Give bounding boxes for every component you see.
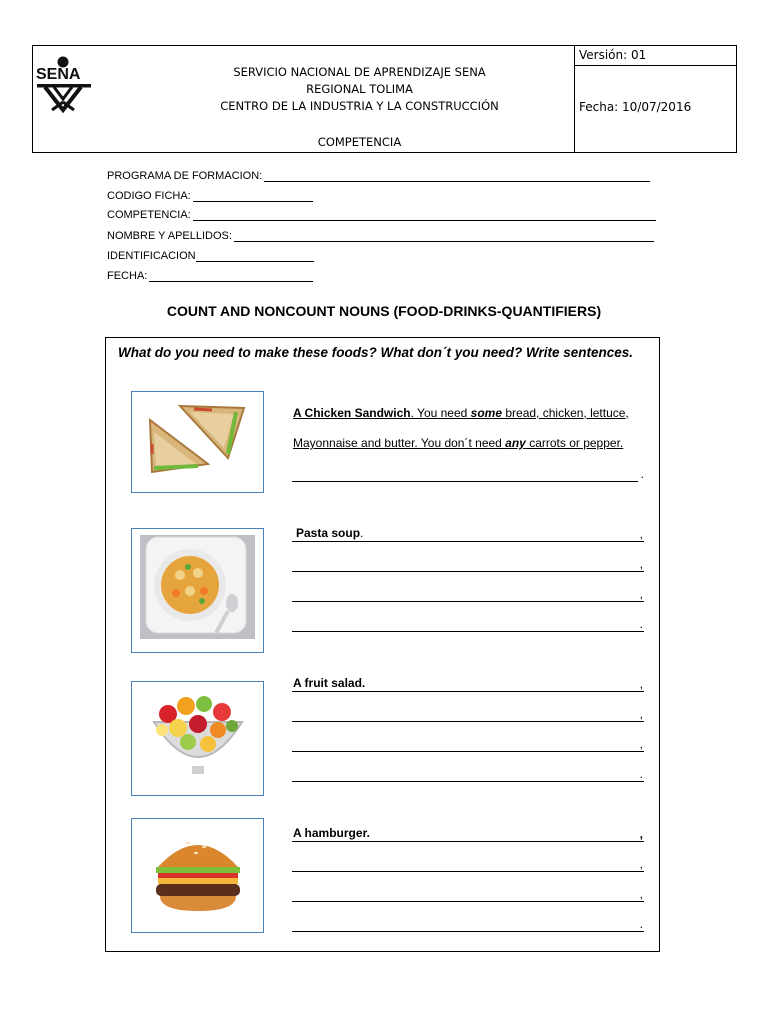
sandwich-line-1: A Chicken Sandwich. You need some bread, chicken, lettuce,: [293, 406, 629, 420]
field-fecha: [107, 270, 313, 282]
field-identificacion: [107, 250, 314, 262]
header-line1: SERVICIO NACIONAL DE APRENDIZAJE SENA: [233, 65, 486, 79]
burger-line-2[interactable]: ,: [292, 856, 644, 872]
field-nombre-label: NOMBRE Y APELLIDOS:: [107, 230, 232, 242]
field-competencia: [107, 209, 656, 221]
field-competencia-line[interactable]: [193, 211, 656, 221]
svg-text:SENA: SENA: [36, 66, 81, 83]
burger-line-3[interactable]: ,: [292, 886, 644, 902]
sena-logo: [33, 46, 145, 152]
soup-line-2[interactable]: ,: [292, 556, 644, 572]
sandwich-image: [131, 391, 264, 493]
sandwich-line-3[interactable]: .: [292, 466, 638, 482]
field-fecha-label: FECHA:: [107, 270, 148, 282]
fruit-line-1[interactable]: A fruit salad. ,: [293, 676, 643, 691]
hamburger-image: [131, 818, 264, 933]
sandwich-icon: [132, 392, 263, 492]
burger-line-4[interactable]: .: [292, 916, 644, 932]
fruit-salad-image: [131, 681, 264, 796]
fruit-name: A fruit salad.: [293, 676, 366, 690]
soup-line-4[interactable]: .: [292, 616, 644, 632]
field-programa: [107, 170, 650, 182]
sandwich-name: A Chicken Sandwich: [293, 406, 411, 420]
burger-name: A hamburger.: [293, 826, 370, 840]
burger-line-1[interactable]: A hamburger. ,: [293, 826, 643, 841]
header-meta: [574, 46, 736, 152]
hamburger-icon: [132, 819, 263, 932]
fruit-line-4[interactable]: .: [292, 766, 644, 782]
header-line2: REGIONAL TOLIMA: [306, 82, 413, 96]
field-programa-label: PROGRAMA DE FORMACION:: [107, 170, 263, 182]
soup-name: Pasta soup: [296, 526, 361, 540]
field-codigo-label: CODIGO FICHA:: [107, 190, 191, 202]
field-identificacion-label: IDENTIFICACION: [107, 250, 196, 262]
field-identificacion-line[interactable]: [196, 252, 314, 262]
worksheet-title: COUNT AND NONCOUNT NOUNS (FOOD-DRINKS-QUANTIFIERS): [166, 303, 602, 319]
soup-line-3[interactable]: ,: [292, 586, 644, 602]
soup-line-1[interactable]: Pasta soup. ,: [292, 526, 644, 542]
header-line3: CENTRO DE LA INDUSTRIA Y LA CONSTRUCCIÓN: [220, 99, 499, 113]
pasta-soup-image: [131, 528, 264, 653]
version-label: Versión: 01: [575, 46, 736, 66]
header-titles: [145, 46, 574, 152]
date-label: Fecha: 10/07/2016: [579, 100, 692, 114]
document-header: [32, 45, 737, 153]
header-line4: COMPETENCIA: [317, 135, 402, 149]
sena-logo-icon: [33, 46, 145, 152]
fruit-line-3[interactable]: ,: [292, 736, 644, 752]
field-codigo: [107, 190, 313, 202]
fruit-salad-icon: [132, 682, 263, 795]
field-competencia-label: COMPETENCIA:: [107, 209, 191, 221]
field-nombre-line[interactable]: [234, 232, 654, 242]
field-codigo-line[interactable]: [193, 192, 313, 202]
field-nombre: [107, 230, 654, 242]
field-fecha-line[interactable]: [149, 272, 313, 282]
soup-icon: [132, 529, 263, 652]
instructions: What do you need to make these foods? What don´t you need? Write sentences.: [118, 345, 634, 360]
field-programa-line[interactable]: [264, 172, 650, 182]
fruit-line-2[interactable]: ,: [292, 706, 644, 722]
sandwich-line-2: Mayonnaise and butter. You don´t need any carrots or pepper.: [293, 436, 624, 450]
